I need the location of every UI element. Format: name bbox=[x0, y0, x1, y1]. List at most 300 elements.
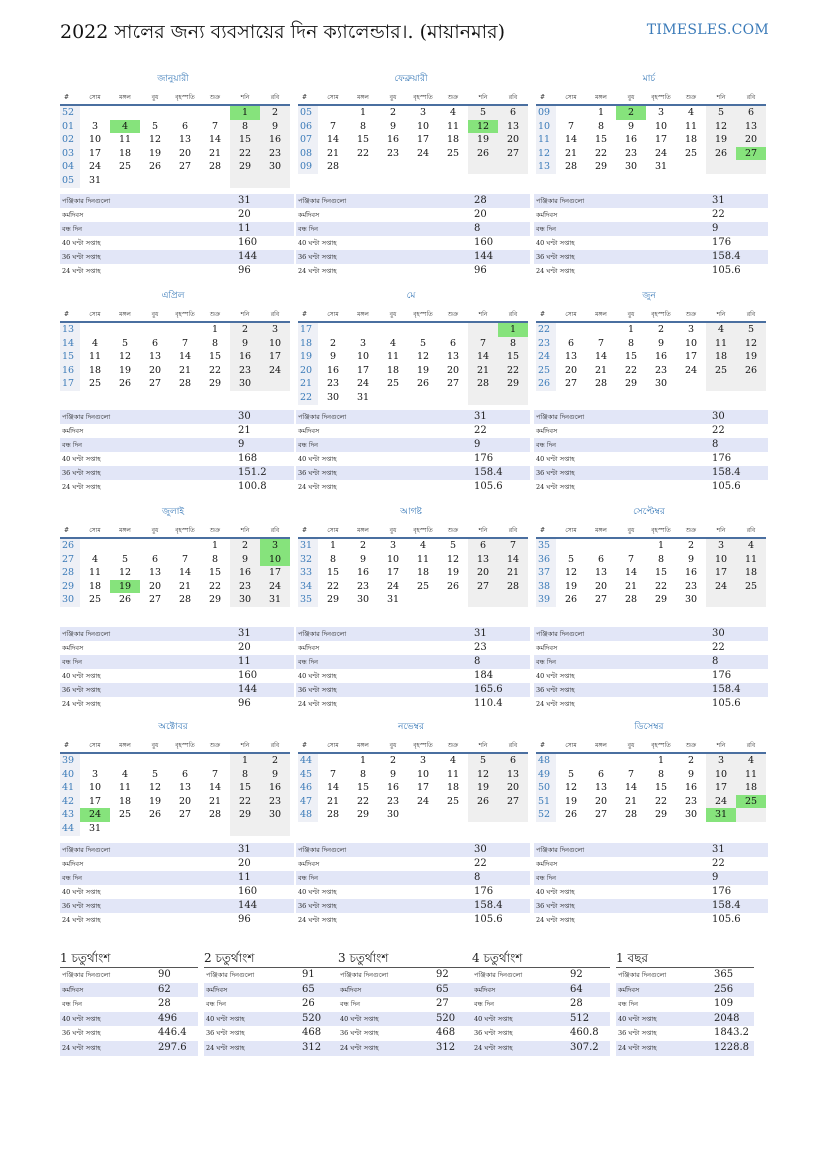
day-cell[interactable]: 4 bbox=[449, 107, 457, 118]
day-cell[interactable]: 27 bbox=[498, 147, 528, 161]
day-cell[interactable]: 6 bbox=[181, 768, 189, 780]
day-cell[interactable]: 28 bbox=[498, 580, 528, 594]
day-cell[interactable]: 8 bbox=[657, 553, 665, 565]
day-cell[interactable]: 13 bbox=[468, 553, 498, 567]
day-cell[interactable]: 29 bbox=[594, 161, 608, 173]
day-cell[interactable]: 27 bbox=[564, 378, 578, 390]
day-cell[interactable]: 3 bbox=[706, 754, 736, 768]
day-cell[interactable]: 11 bbox=[736, 768, 766, 782]
day-cell[interactable]: 12 bbox=[148, 782, 162, 794]
day-cell[interactable]: 5 bbox=[468, 106, 498, 120]
day-cell[interactable]: 15 bbox=[326, 567, 340, 579]
month-name[interactable]: সেপ্টেম্বর bbox=[633, 507, 665, 517]
day-cell[interactable]: 28 bbox=[208, 809, 222, 821]
day-cell[interactable]: 10 bbox=[386, 553, 400, 565]
day-cell[interactable]: 1 bbox=[230, 106, 260, 120]
month-name[interactable]: ডিসেম্বর bbox=[634, 722, 664, 732]
day-cell[interactable]: 24 bbox=[88, 161, 102, 173]
day-cell[interactable]: 6 bbox=[597, 768, 605, 780]
day-cell[interactable]: 27 bbox=[178, 161, 192, 173]
day-cell[interactable]: 12 bbox=[118, 567, 132, 579]
day-cell[interactable]: 2 bbox=[260, 754, 290, 768]
day-cell[interactable]: 28 bbox=[468, 377, 498, 391]
day-cell[interactable]: 18 bbox=[118, 795, 132, 807]
day-cell[interactable]: 23 bbox=[386, 795, 400, 807]
day-cell[interactable]: 17 bbox=[386, 567, 400, 579]
day-cell[interactable]: 15 bbox=[208, 567, 222, 579]
day-cell[interactable]: 21 bbox=[468, 364, 498, 378]
day-cell[interactable]: 18 bbox=[88, 580, 102, 592]
day-cell[interactable]: 22 bbox=[594, 147, 608, 159]
day-cell[interactable]: 16 bbox=[386, 782, 400, 794]
day-cell[interactable]: 13 bbox=[594, 782, 608, 794]
day-cell[interactable]: 1 bbox=[627, 324, 635, 335]
day-cell[interactable]: 17 bbox=[654, 134, 668, 146]
day-cell[interactable]: 17 bbox=[88, 795, 102, 807]
day-cell[interactable]: 27 bbox=[594, 594, 608, 606]
day-cell[interactable]: 19 bbox=[564, 795, 578, 807]
day-cell[interactable]: 6 bbox=[736, 106, 766, 120]
day-cell[interactable]: 25 bbox=[446, 147, 460, 159]
day-cell[interactable]: 16 bbox=[356, 567, 370, 579]
day-cell[interactable]: 31 bbox=[260, 593, 290, 607]
day-cell[interactable]: 13 bbox=[148, 567, 162, 579]
day-cell[interactable]: 4 bbox=[736, 754, 766, 768]
day-cell[interactable]: 31 bbox=[356, 391, 370, 403]
day-cell[interactable]: 30 bbox=[624, 161, 638, 173]
day-cell[interactable]: 1 bbox=[230, 754, 260, 768]
day-cell[interactable]: 1 bbox=[498, 323, 528, 337]
day-cell[interactable]: 5 bbox=[706, 106, 736, 120]
day-cell[interactable]: 11 bbox=[416, 553, 430, 565]
day-cell[interactable]: 5 bbox=[151, 768, 159, 780]
day-cell[interactable]: 31 bbox=[386, 594, 400, 606]
day-cell[interactable]: 22 bbox=[230, 795, 260, 809]
day-cell[interactable]: 17 bbox=[706, 781, 736, 795]
day-cell[interactable]: 29 bbox=[230, 160, 260, 174]
day-cell[interactable]: 13 bbox=[564, 351, 578, 363]
day-cell[interactable]: 30 bbox=[684, 809, 698, 821]
day-cell[interactable]: 4 bbox=[110, 120, 140, 134]
day-cell[interactable]: 21 bbox=[178, 364, 192, 376]
day-cell[interactable]: 16 bbox=[684, 567, 698, 579]
day-cell[interactable]: 18 bbox=[684, 134, 698, 146]
day-cell[interactable]: 18 bbox=[118, 147, 132, 159]
day-cell[interactable]: 29 bbox=[498, 377, 528, 391]
day-cell[interactable]: 31 bbox=[88, 174, 102, 186]
day-cell[interactable]: 30 bbox=[654, 378, 668, 390]
day-cell[interactable]: 9 bbox=[230, 553, 260, 567]
day-cell[interactable]: 21 bbox=[208, 147, 222, 159]
day-cell[interactable]: 22 bbox=[498, 364, 528, 378]
day-cell[interactable]: 31 bbox=[88, 822, 102, 834]
day-cell[interactable]: 30 bbox=[386, 809, 400, 821]
day-cell[interactable]: 27 bbox=[148, 378, 162, 390]
day-cell[interactable]: 10 bbox=[356, 351, 370, 363]
day-cell[interactable]: 22 bbox=[208, 364, 222, 376]
day-cell[interactable]: 9 bbox=[389, 120, 397, 132]
day-cell[interactable]: 19 bbox=[148, 795, 162, 807]
day-cell[interactable]: 14 bbox=[326, 782, 340, 794]
day-cell[interactable]: 28 bbox=[326, 809, 340, 821]
day-cell[interactable]: 8 bbox=[359, 768, 367, 780]
day-cell[interactable]: 3 bbox=[419, 755, 427, 766]
day-cell[interactable]: 25 bbox=[88, 594, 102, 606]
day-cell[interactable]: 4 bbox=[736, 539, 766, 553]
day-cell[interactable]: 4 bbox=[687, 107, 695, 118]
month-name[interactable]: মে bbox=[406, 291, 416, 301]
day-cell[interactable]: 26 bbox=[564, 594, 578, 606]
day-cell[interactable]: 30 bbox=[260, 160, 290, 174]
day-cell[interactable]: 25 bbox=[118, 161, 132, 173]
day-cell[interactable]: 16 bbox=[230, 566, 260, 580]
day-cell[interactable]: 21 bbox=[208, 795, 222, 807]
day-cell[interactable]: 18 bbox=[706, 350, 736, 364]
day-cell[interactable]: 27 bbox=[736, 147, 766, 161]
day-cell[interactable]: 20 bbox=[498, 133, 528, 147]
day-cell[interactable]: 2 bbox=[389, 755, 397, 766]
day-cell[interactable]: 30 bbox=[230, 377, 260, 391]
day-cell[interactable]: 9 bbox=[230, 337, 260, 351]
day-cell[interactable]: 12 bbox=[564, 567, 578, 579]
day-cell[interactable]: 11 bbox=[88, 351, 102, 363]
day-cell[interactable]: 4 bbox=[121, 768, 129, 780]
day-cell[interactable]: 2 bbox=[687, 755, 695, 766]
day-cell[interactable]: 6 bbox=[597, 553, 605, 565]
day-cell[interactable]: 16 bbox=[260, 133, 290, 147]
day-cell[interactable]: 25 bbox=[684, 147, 698, 159]
day-cell[interactable]: 24 bbox=[416, 795, 430, 807]
day-cell[interactable]: 7 bbox=[468, 337, 498, 351]
day-cell[interactable]: 3 bbox=[419, 107, 427, 118]
day-cell[interactable]: 10 bbox=[88, 782, 102, 794]
day-cell[interactable]: 1 bbox=[359, 755, 367, 766]
day-cell[interactable]: 20 bbox=[468, 566, 498, 580]
day-cell[interactable]: 14 bbox=[178, 567, 192, 579]
day-cell[interactable]: 5 bbox=[121, 337, 129, 349]
day-cell[interactable]: 21 bbox=[498, 566, 528, 580]
day-cell[interactable]: 18 bbox=[736, 566, 766, 580]
day-cell[interactable]: 28 bbox=[624, 594, 638, 606]
day-cell[interactable]: 8 bbox=[657, 768, 665, 780]
day-cell[interactable]: 14 bbox=[594, 351, 608, 363]
day-cell[interactable]: 5 bbox=[736, 323, 766, 337]
day-cell[interactable]: 25 bbox=[736, 795, 766, 809]
day-cell[interactable]: 31 bbox=[654, 161, 668, 173]
day-cell[interactable]: 19 bbox=[148, 147, 162, 159]
day-cell[interactable]: 16 bbox=[386, 134, 400, 146]
day-cell[interactable]: 15 bbox=[230, 781, 260, 795]
day-cell[interactable]: 14 bbox=[178, 351, 192, 363]
day-cell[interactable]: 10 bbox=[706, 768, 736, 782]
day-cell[interactable]: 21 bbox=[624, 795, 638, 807]
day-cell[interactable]: 17 bbox=[416, 782, 430, 794]
day-cell[interactable]: 24 bbox=[386, 580, 400, 592]
day-cell[interactable]: 11 bbox=[446, 120, 460, 132]
day-cell[interactable]: 21 bbox=[178, 580, 192, 592]
day-cell[interactable]: 14 bbox=[624, 782, 638, 794]
day-cell[interactable]: 15 bbox=[654, 782, 668, 794]
day-cell[interactable]: 20 bbox=[736, 133, 766, 147]
day-cell[interactable]: 12 bbox=[706, 120, 736, 134]
day-cell[interactable]: 29 bbox=[326, 594, 340, 606]
day-cell[interactable]: 19 bbox=[468, 781, 498, 795]
day-cell[interactable]: 5 bbox=[121, 553, 129, 565]
day-cell[interactable]: 28 bbox=[178, 594, 192, 606]
day-cell[interactable]: 3 bbox=[706, 539, 736, 553]
day-cell[interactable]: 23 bbox=[684, 580, 698, 592]
day-cell[interactable]: 1 bbox=[211, 540, 219, 551]
day-cell[interactable]: 26 bbox=[148, 809, 162, 821]
day-cell[interactable]: 11 bbox=[736, 553, 766, 567]
day-cell[interactable]: 19 bbox=[468, 133, 498, 147]
day-cell[interactable]: 15 bbox=[230, 133, 260, 147]
day-cell[interactable]: 22 bbox=[356, 795, 370, 807]
day-cell[interactable]: 17 bbox=[260, 566, 290, 580]
day-cell[interactable]: 24 bbox=[80, 808, 110, 822]
day-cell[interactable]: 12 bbox=[468, 768, 498, 782]
day-cell[interactable]: 24 bbox=[706, 795, 736, 809]
day-cell[interactable]: 30 bbox=[684, 594, 698, 606]
day-cell[interactable]: 21 bbox=[326, 147, 340, 159]
day-cell[interactable]: 11 bbox=[88, 567, 102, 579]
day-cell[interactable]: 25 bbox=[88, 378, 102, 390]
day-cell[interactable]: 13 bbox=[498, 120, 528, 134]
day-cell[interactable]: 23 bbox=[260, 147, 290, 161]
day-cell[interactable]: 14 bbox=[564, 134, 578, 146]
day-cell[interactable]: 20 bbox=[148, 364, 162, 376]
day-cell[interactable]: 11 bbox=[386, 351, 400, 363]
day-cell[interactable]: 27 bbox=[148, 594, 162, 606]
day-cell[interactable]: 25 bbox=[446, 795, 460, 807]
day-cell[interactable]: 23 bbox=[684, 795, 698, 807]
day-cell[interactable]: 9 bbox=[657, 337, 665, 349]
day-cell[interactable]: 3 bbox=[359, 337, 367, 349]
day-cell[interactable]: 26 bbox=[468, 795, 498, 809]
day-cell[interactable]: 25 bbox=[706, 364, 736, 378]
day-cell[interactable]: 6 bbox=[151, 337, 159, 349]
day-cell[interactable]: 4 bbox=[449, 755, 457, 766]
day-cell[interactable]: 19 bbox=[736, 350, 766, 364]
day-cell[interactable]: 27 bbox=[498, 795, 528, 809]
day-cell[interactable]: 6 bbox=[567, 337, 575, 349]
day-cell[interactable]: 11 bbox=[684, 120, 698, 132]
day-cell[interactable]: 14 bbox=[624, 567, 638, 579]
day-cell[interactable]: 16 bbox=[260, 781, 290, 795]
day-cell[interactable]: 16 bbox=[624, 134, 638, 146]
day-cell[interactable]: 30 bbox=[326, 391, 340, 403]
day-cell[interactable]: 2 bbox=[359, 540, 367, 551]
day-cell[interactable]: 28 bbox=[594, 378, 608, 390]
day-cell[interactable]: 28 bbox=[624, 809, 638, 821]
day-cell[interactable]: 26 bbox=[416, 378, 430, 390]
day-cell[interactable]: 14 bbox=[498, 553, 528, 567]
day-cell[interactable]: 9 bbox=[260, 768, 290, 782]
day-cell[interactable]: 23 bbox=[326, 378, 340, 390]
day-cell[interactable]: 16 bbox=[326, 364, 340, 376]
day-cell[interactable]: 28 bbox=[564, 161, 578, 173]
day-cell[interactable]: 5 bbox=[449, 540, 457, 551]
day-cell[interactable]: 5 bbox=[567, 768, 575, 780]
day-cell[interactable]: 23 bbox=[230, 580, 260, 594]
day-cell[interactable]: 9 bbox=[687, 553, 695, 565]
day-cell[interactable]: 11 bbox=[446, 768, 460, 780]
day-cell[interactable]: 15 bbox=[654, 567, 668, 579]
day-cell[interactable]: 24 bbox=[706, 580, 736, 594]
day-cell[interactable]: 7 bbox=[627, 768, 635, 780]
day-cell[interactable]: 26 bbox=[446, 580, 460, 592]
day-cell[interactable]: 15 bbox=[356, 782, 370, 794]
day-cell[interactable]: 24 bbox=[260, 364, 290, 378]
day-cell[interactable]: 9 bbox=[687, 768, 695, 780]
day-cell[interactable]: 20 bbox=[594, 795, 608, 807]
day-cell[interactable]: 10 bbox=[684, 337, 698, 349]
day-cell[interactable]: 4 bbox=[389, 337, 397, 349]
day-cell[interactable]: 26 bbox=[736, 364, 766, 378]
day-cell[interactable]: 16 bbox=[684, 782, 698, 794]
day-cell[interactable]: 23 bbox=[260, 795, 290, 809]
day-cell[interactable]: 6 bbox=[498, 754, 528, 768]
day-cell[interactable]: 19 bbox=[110, 580, 140, 594]
day-cell[interactable]: 19 bbox=[416, 364, 430, 376]
day-cell[interactable]: 12 bbox=[468, 120, 498, 134]
day-cell[interactable]: 29 bbox=[356, 809, 370, 821]
day-cell[interactable]: 3 bbox=[91, 768, 99, 780]
day-cell[interactable]: 25 bbox=[386, 378, 400, 390]
day-cell[interactable]: 13 bbox=[148, 351, 162, 363]
day-cell[interactable]: 2 bbox=[657, 324, 665, 335]
day-cell[interactable]: 2 bbox=[687, 540, 695, 551]
day-cell[interactable]: 3 bbox=[389, 540, 397, 551]
day-cell[interactable]: 21 bbox=[564, 147, 578, 159]
day-cell[interactable]: 26 bbox=[468, 147, 498, 161]
day-cell[interactable]: 7 bbox=[211, 120, 219, 132]
day-cell[interactable]: 1 bbox=[657, 540, 665, 551]
day-cell[interactable]: 20 bbox=[178, 147, 192, 159]
day-cell[interactable]: 3 bbox=[260, 539, 290, 553]
day-cell[interactable]: 26 bbox=[148, 161, 162, 173]
day-cell[interactable]: 6 bbox=[449, 337, 457, 349]
day-cell[interactable]: 2 bbox=[329, 337, 337, 349]
day-cell[interactable]: 8 bbox=[597, 120, 605, 132]
day-cell[interactable]: 18 bbox=[446, 134, 460, 146]
day-cell[interactable]: 7 bbox=[329, 120, 337, 132]
day-cell[interactable]: 10 bbox=[260, 553, 290, 567]
day-cell[interactable]: 1 bbox=[657, 755, 665, 766]
day-cell[interactable]: 12 bbox=[148, 134, 162, 146]
month-name[interactable]: এপ্রিল bbox=[161, 291, 185, 301]
day-cell[interactable]: 19 bbox=[706, 133, 736, 147]
day-cell[interactable]: 13 bbox=[178, 782, 192, 794]
day-cell[interactable]: 18 bbox=[88, 364, 102, 376]
day-cell[interactable]: 22 bbox=[230, 147, 260, 161]
day-cell[interactable]: 17 bbox=[416, 134, 430, 146]
day-cell[interactable]: 4 bbox=[706, 323, 736, 337]
month-name[interactable]: জুলাই bbox=[161, 507, 185, 517]
day-cell[interactable]: 28 bbox=[178, 378, 192, 390]
day-cell[interactable]: 8 bbox=[359, 120, 367, 132]
day-cell[interactable]: 20 bbox=[178, 795, 192, 807]
day-cell[interactable]: 29 bbox=[654, 594, 668, 606]
day-cell[interactable]: 14 bbox=[326, 134, 340, 146]
day-cell[interactable]: 22 bbox=[624, 364, 638, 376]
day-cell[interactable]: 9 bbox=[627, 120, 635, 132]
day-cell[interactable]: 15 bbox=[498, 350, 528, 364]
day-cell[interactable]: 11 bbox=[118, 782, 132, 794]
day-cell[interactable]: 22 bbox=[326, 580, 340, 592]
day-cell[interactable]: 13 bbox=[594, 567, 608, 579]
day-cell[interactable]: 25 bbox=[416, 580, 430, 592]
day-cell[interactable]: 18 bbox=[416, 567, 430, 579]
day-cell[interactable]: 25 bbox=[118, 809, 132, 821]
day-cell[interactable]: 15 bbox=[624, 351, 638, 363]
day-cell[interactable]: 8 bbox=[230, 120, 260, 134]
day-cell[interactable]: 10 bbox=[260, 337, 290, 351]
day-cell[interactable]: 25 bbox=[736, 580, 766, 594]
day-cell[interactable]: 22 bbox=[208, 580, 222, 592]
day-cell[interactable]: 8 bbox=[230, 768, 260, 782]
month-name[interactable]: জানুয়ারী bbox=[157, 74, 189, 84]
day-cell[interactable]: 20 bbox=[498, 781, 528, 795]
day-cell[interactable]: 16 bbox=[230, 350, 260, 364]
day-cell[interactable]: 12 bbox=[118, 351, 132, 363]
day-cell[interactable]: 7 bbox=[211, 768, 219, 780]
day-cell[interactable]: 27 bbox=[594, 809, 608, 821]
day-cell[interactable]: 29 bbox=[654, 809, 668, 821]
day-cell[interactable]: 17 bbox=[88, 147, 102, 159]
day-cell[interactable]: 24 bbox=[654, 147, 668, 159]
day-cell[interactable]: 15 bbox=[356, 134, 370, 146]
day-cell[interactable]: 17 bbox=[356, 364, 370, 376]
day-cell[interactable]: 23 bbox=[386, 147, 400, 159]
day-cell[interactable]: 31 bbox=[706, 808, 736, 822]
day-cell[interactable]: 9 bbox=[329, 351, 337, 363]
day-cell[interactable]: 3 bbox=[687, 324, 695, 335]
day-cell[interactable]: 8 bbox=[211, 553, 219, 565]
day-cell[interactable]: 21 bbox=[594, 364, 608, 376]
day-cell[interactable]: 22 bbox=[654, 580, 668, 592]
day-cell[interactable]: 7 bbox=[498, 539, 528, 553]
day-cell[interactable]: 22 bbox=[356, 147, 370, 159]
day-cell[interactable]: 7 bbox=[329, 768, 337, 780]
day-cell[interactable]: 10 bbox=[706, 553, 736, 567]
day-cell[interactable]: 10 bbox=[416, 768, 430, 780]
day-cell[interactable]: 29 bbox=[208, 594, 222, 606]
month-name[interactable]: নভেম্বর bbox=[398, 722, 424, 732]
day-cell[interactable]: 17 bbox=[260, 350, 290, 364]
day-cell[interactable]: 24 bbox=[356, 378, 370, 390]
day-cell[interactable]: 30 bbox=[230, 593, 260, 607]
day-cell[interactable]: 19 bbox=[118, 364, 132, 376]
day-cell[interactable]: 13 bbox=[446, 351, 460, 363]
month-name[interactable]: ফেব্রুয়ারী bbox=[394, 74, 428, 84]
day-cell[interactable]: 23 bbox=[624, 147, 638, 159]
day-cell[interactable]: 12 bbox=[736, 337, 766, 351]
day-cell[interactable]: 1 bbox=[597, 107, 605, 118]
day-cell[interactable]: 26 bbox=[118, 378, 132, 390]
day-cell[interactable]: 16 bbox=[654, 351, 668, 363]
day-cell[interactable]: 8 bbox=[627, 337, 635, 349]
day-cell[interactable]: 6 bbox=[468, 539, 498, 553]
month-name[interactable]: মার্চ bbox=[642, 74, 656, 84]
day-cell[interactable]: 3 bbox=[657, 107, 665, 118]
day-cell[interactable]: 3 bbox=[260, 323, 290, 337]
day-cell[interactable]: 24 bbox=[416, 147, 430, 159]
day-cell[interactable]: 12 bbox=[446, 553, 460, 565]
day-cell[interactable]: 19 bbox=[446, 567, 460, 579]
day-cell[interactable]: 5 bbox=[567, 553, 575, 565]
day-cell[interactable]: 13 bbox=[736, 120, 766, 134]
